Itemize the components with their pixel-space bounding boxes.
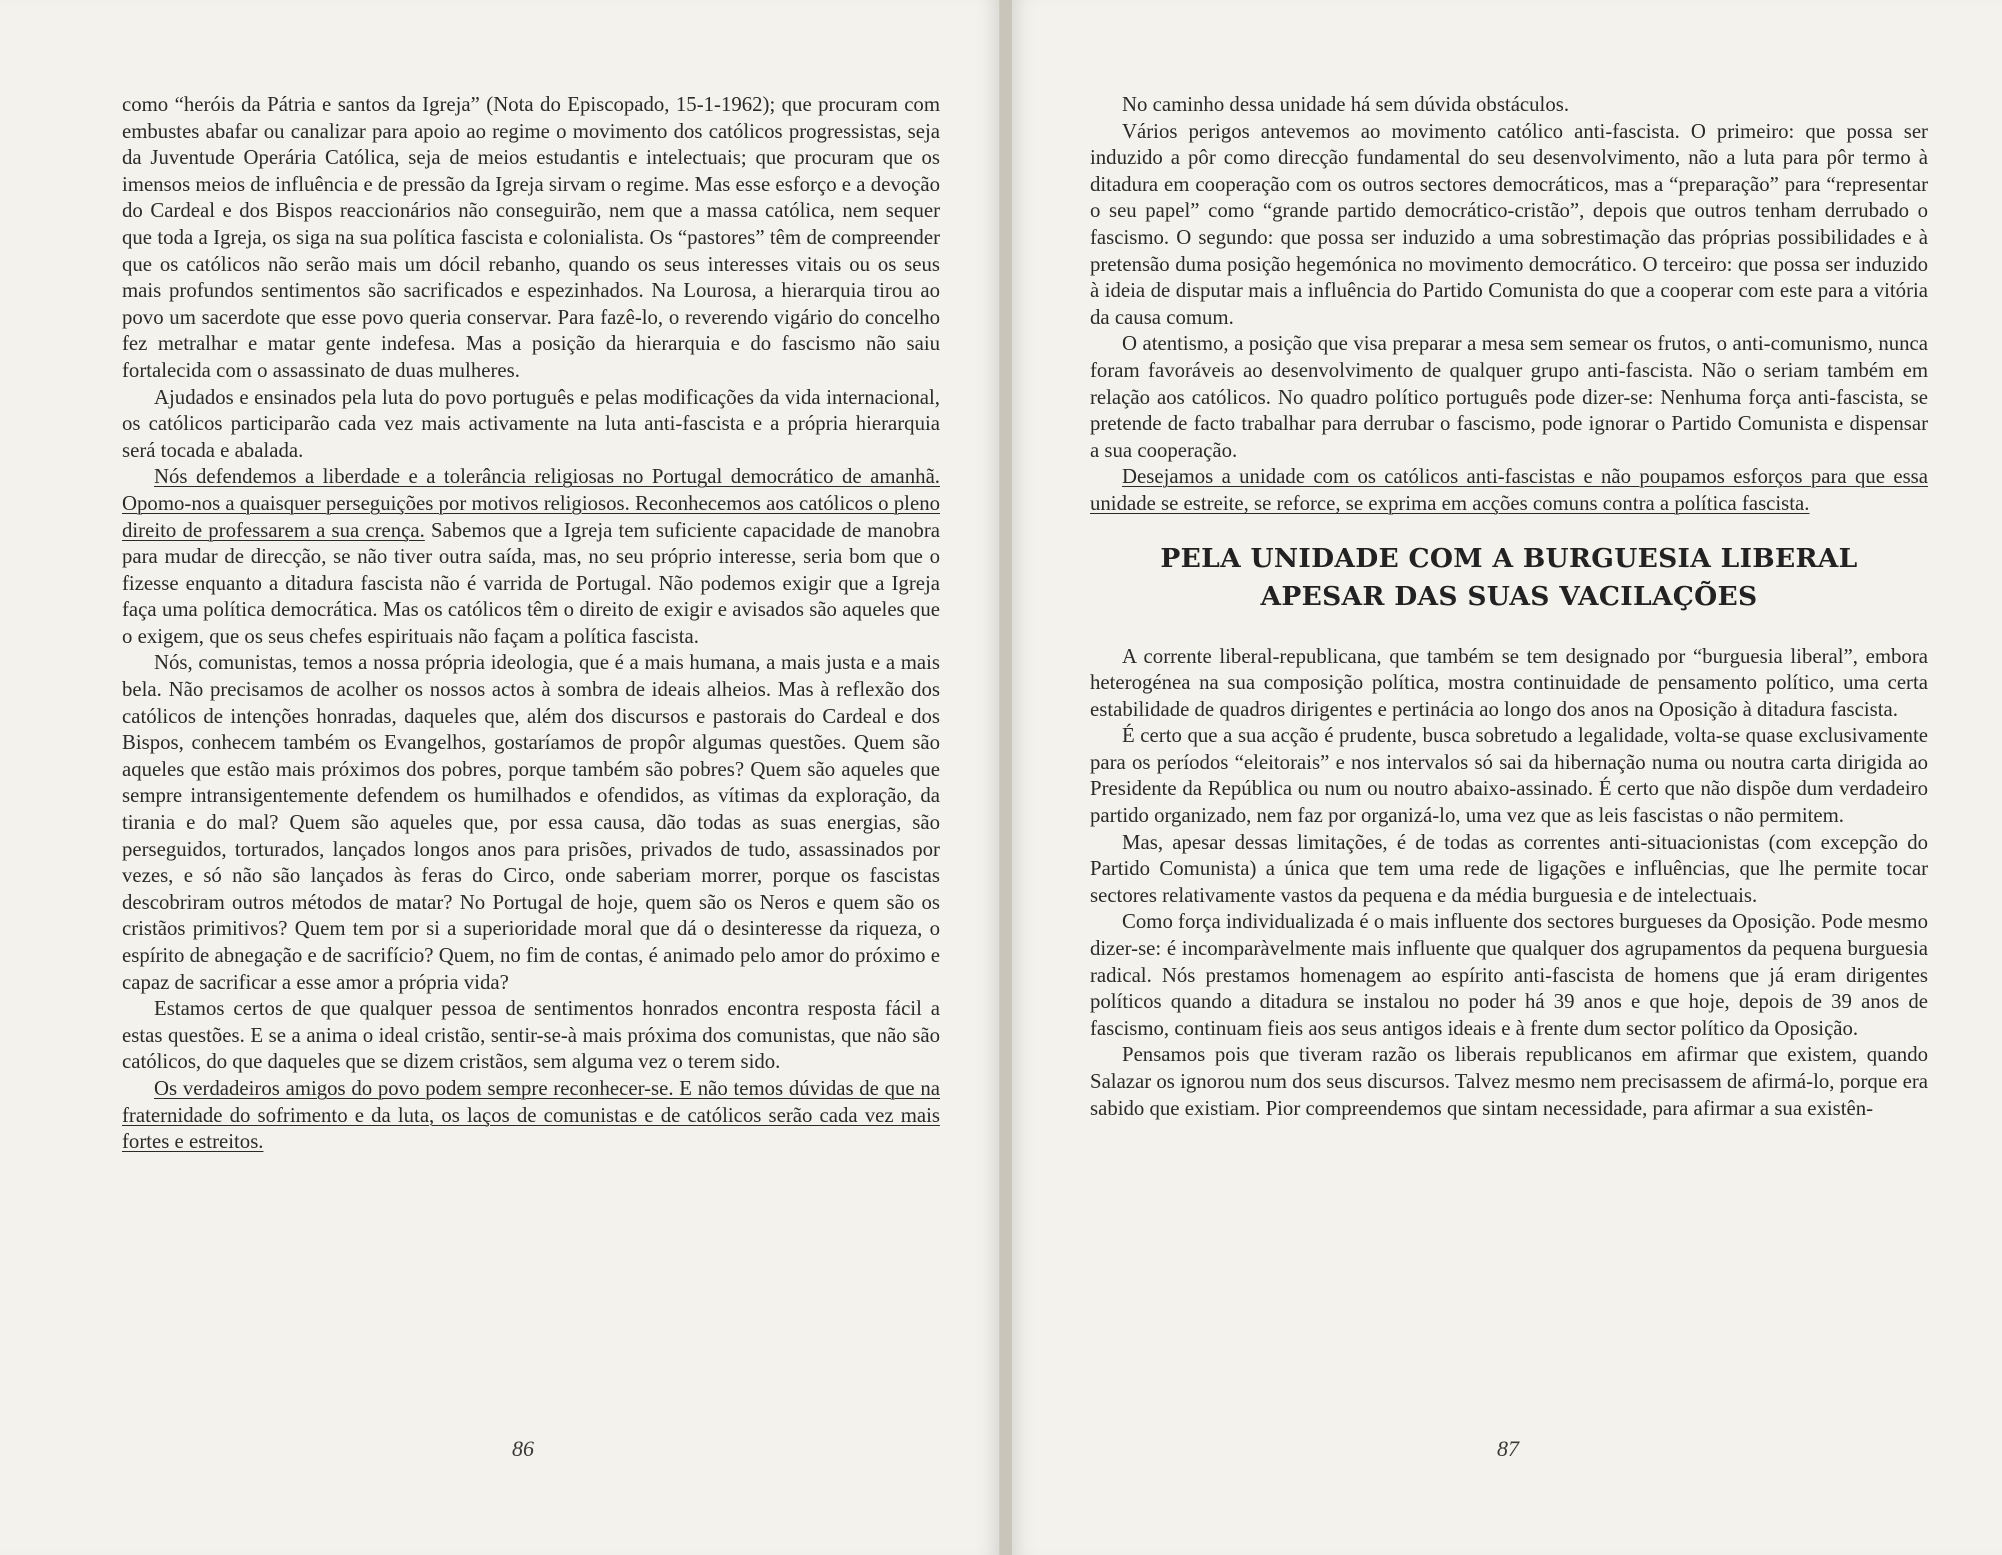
paragraph: [122, 464, 940, 650]
paragraph: [122, 1076, 940, 1156]
left-page-text: [122, 92, 940, 1156]
paragraph: [1090, 464, 1928, 517]
paragraph: Estamos certos de que qualquer pessoa de sentimentos honrados encontra resposta fácil a estas questões. E se a anima o ideal cristão, sentir-se-à mais próxima dos comunistas, que não são católicos, do que daqueles que se dizem cristãos, sem alguma vez o terem sido.: [122, 997, 940, 1074]
paragraph: A corrente liberal-republicana, que também se tem designado por “burguesia liberal”, embora heterogénea na sua composição política, mostra continuidade de pensamento político, uma certa estabilidade de quadros dirigentes e pertinácia ao longo dos anos na Oposição à ditadura fascista.: [1090, 644, 1928, 721]
paragraph: Vários perigos antevemos ao movimento católico anti-fascista. O primeiro: que possa ser induzido a pôr como direcção fundamental do seu desenvolvimento, não a luta para pôr termo à ditadura em cooperação com os outros sectores democráticos, mas a “preparação” para “representar o seu papel” como “grande partido democrático-cristão”, depois que outros tenham derrubado o fascismo. O segundo: que possa ser induzido a uma sobrestimação das próprias possibilidades e à pretensão duma posição hegemónica no movimento democrático. O terceiro: que possa ser induzido à ideia de disputar mais a influência do Partido Comunista do que a cooperar com este para a vitória da causa comum.: [1090, 119, 1928, 329]
section-heading: [1090, 540, 1928, 616]
paragraph: No caminho dessa unidade há sem dúvida obstáculos.: [1122, 93, 1570, 116]
paragraph: É certo que a sua acção é prudente, busca sobretudo a legalidade, volta-se quase exclusivamente para os períodos “eleitorais” e nos intervalos só sai da hibernação numa ou noutra carta dirigida ao Presidente da República ou num ou noutro abaixo-assinado. É certo que não dispõe dum verdadeiro partido organizado, nem faz por organizá-lo, uma vez que as leis fascistas o não permitem.: [1090, 724, 1928, 828]
underlined-passage: Os verdadeiros amigos do povo podem sempre reconhecer-se. E não temos dúvidas de que na fraternidade do sofrimento e da luta, os laços de comunistas e de católicos serão cada vez mais fortes e estreitos.: [122, 1076, 940, 1154]
paragraph: Pensamos pois que tiveram razão os liberais republicanos em afirmar que existem, quando Salazar os ignorou num dos seus discursos. Talvez mesmo nem precisassem de afirmá-lo, porque era sabido que existiam. Pior compreendemos que sintam necessidade, para afirmar a sua existên-: [1090, 1043, 1928, 1120]
book-gutter: [1000, 0, 1012, 1555]
underlined-passage: Desejamos a unidade com os católicos anti-fascistas e não poupamos esforços para que essa unidade se estreite, se reforce, se exprima em acções comuns contra a política fascista.: [1090, 465, 1928, 515]
underlined-passage: Nós defendemos a liberdade e a tolerância religiosas no Portugal democrático de amanhã. Opomo-nos a quaisquer perseguições por motivos religiosos. Reconhecemos aos católicos o pleno direito de professarem a sua crença.: [122, 465, 940, 542]
right-page: [1012, 0, 2002, 1555]
section-heading-line: PELA UNIDADE COM A BURGUESIA LIBERAL: [1160, 542, 1858, 574]
right-page-text: [1090, 92, 1928, 1122]
paragraph: Como força individualizada é o mais influente dos sectores burgueses da Oposição. Pode mesmo dizer-se: é incomparàvelmente mais influente que qualquer dos agrupamentos da pequena burguesia radical. Nós prestamos homenagem ao espírito anti-fascista de homens que já eram dirigentes políticos quando a ditadura se instalou no poder há 39 anos e que hoje, depois de 39 anos de fascismo, continuam fieis aos seus antigos ideais e à frente dum sector político da Oposição.: [1090, 910, 1928, 1040]
page-number: 87: [1497, 1436, 1519, 1461]
paragraph: Nós, comunistas, temos a nossa própria ideologia, que é a mais humana, a mais justa e a mais bela. Não precisamos de acolher os nossos actos à sombra de ideais alheios. Mas à reflexão dos católicos de intenções honradas, daqueles que, além dos discursos e pastorais do Cardeal e dos Bispos, conhecem também os Evangelhos, gostaríamos de propôr algumas questões. Quem são aqueles que estão mais próximos dos pobres, porque também são pobres? Quem são aqueles que sempre intransigentemente defendem os humilhados e ofendidos, as vítimas da exploração, da tirania e do mal? Quem são aqueles que, por essa causa, dão todas as suas energias, são perseguidos, torturados, lançados longos anos para prisões, privados de tudo, assassinados por vezes, e só não são lançados às feras do Circo, onde saberiam morrer, porque os fascistas descobriram outros métodos de matar? No Portugal de hoje, quem são os Neros e quem são os cristãos primitivos? Quem tem por si a superioridade moral que dá o desinteresse da riqueza, o espírito de abnegação e de sacrifício? Quem, no fim de contas, é animado pelo amor do próximo e capaz de sacrificar a esse amor a própria vida?: [122, 651, 940, 994]
paragraph: O atentismo, a posição que visa preparar a mesa sem semear os frutos, o anti-comunismo, nunca foram favoráveis ao desenvolvimento de qualquer grupo anti-fascista. Não o seriam também em relação aos católicos. No quadro político português pode dizer-se: Nenhuma força anti-fascista, se pretende de facto trabalhar para derrubar o fascismo, pode ignorar o Partido Comunista e dispensar a sua cooperação.: [1090, 332, 1928, 462]
paragraph: Ajudados e ensinados pela luta do povo português e pelas modificações da vida internacional, os católicos participarão cada vez mais activamente na luta anti-fascista e a própria hierarquia será tocada e abalada.: [122, 385, 940, 462]
page-number: 86: [512, 1436, 534, 1461]
paragraph: Mas, apesar dessas limitações, é de todas as correntes anti-situacionistas (com excepção do Partido Comunista) a única que tem uma rede de ligações e influências, que lhe permite tocar sectores relativamente vastos da pequena e da média burguesia e de intelectuais.: [1090, 830, 1928, 907]
paragraph-text: Sabemos que a Igreja tem suficiente capacidade de manobra para mudar de direcção, se não tiver outra saída, mas, no seu próprio interesse, seria bom que o fizesse enquanto a ditadura fascista não é varrida de Portugal. Não podemos exigir que a Igreja faça uma política democrática. Mas os católicos têm o direito de exigir e avisados são aqueles que o exigem, que os seus chefes espirituais não façam a política fascista.: [122, 518, 940, 648]
section-heading-line: APESAR DAS SUAS VACILAÇÕES: [1260, 580, 1758, 612]
left-page: [0, 0, 1000, 1555]
paragraph: como “heróis da Pátria e santos da Igreja” (Nota do Episcopado, 15-1-1962); que procuram com embustes abafar ou canalizar para apoio ao regime o movimento dos católicos progressistas, seja da Juventude Operária Católica, seja de meios estudantis e intelectuais; que procuram que os imensos meios de influência e de pressão da Igreja sirvam o regime. Mas esse esforço e a devoção do Cardeal e dos Bispos reaccionários não conseguirão, nem que a massa católica, nem sequer que toda a Igreja, os siga na sua política fascista e colonialista. Os “pastores” têm de compreender que os católicos não serão mais um dócil rebanho, quando os seus interesses vitais ou os seus mais profundos sentimentos são sacrificados e espezinhados. Na Lourosa, a hierarquia tirou ao povo um sacerdote que esse povo queria conservar. Para fazê-lo, o reverendo vigário do concelho fez metralhar e matar gente indefesa. Mas a posição da hierarquia e do fascismo não saiu fortalecida com o assassinato de duas mulheres.: [122, 93, 940, 382]
